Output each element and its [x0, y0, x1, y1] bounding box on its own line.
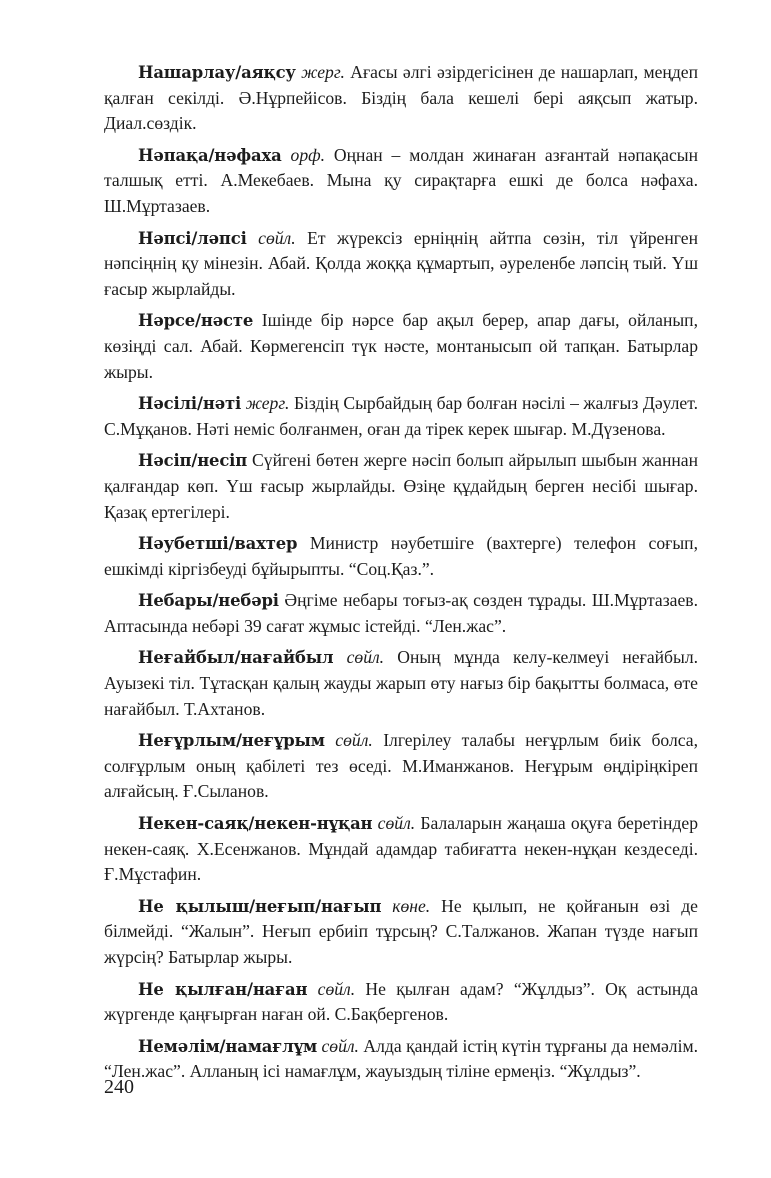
- dictionary-entry: [104, 728, 698, 805]
- dictionary-entry: [104, 894, 698, 971]
- usage-mark: сөйл.: [258, 227, 296, 248]
- page-number: 240: [104, 1076, 134, 1098]
- dictionary-entry: [104, 308, 698, 385]
- entry-text: Ағасы әлгі әзірдегісінен де нашарлап, меңдеп қалған секілді. Ә.Нұрпейісов. Біздің бала кешелі бері аяқсып жатыр. Диал.сөздік.: [104, 62, 698, 134]
- entry-text: Оның мұнда келу-келмеуі неғайбыл. Ауызекі тіл. Тұтасқан қалың жауды жарып өту нағыз бір бақытты болмаса, өте нағайбыл. Т.Ахтанов.: [104, 647, 699, 719]
- entry-text: Алда қандай істің күтін тұрғаны да немәлім. “Лен.жас”. Алланың ісі намағлұм, жауыздың тіліне ермеңіз. “Жұлдыз”.: [104, 1035, 698, 1082]
- usage-mark: жерг.: [301, 62, 345, 82]
- dictionary-entry: [104, 143, 698, 220]
- entry-headword: Нәрсе/нәсте: [138, 311, 254, 331]
- usage-mark: орф.: [290, 144, 325, 165]
- usage-mark: сөйл.: [335, 730, 373, 751]
- dictionary-entry: [104, 531, 698, 582]
- entry-text: Оңнан – молдан жинаған азғантай нәпақасын талшық етті. А.Мекебаев. Мына қу сирақтарға ешкі де болса нәфаха. Ш.Мұртазаев.: [104, 144, 699, 216]
- entry-headword: Неғұрлым/неғұрым: [138, 731, 325, 751]
- entry-text: Сүйгені бөтен жерге нәсіп болып айрылып шыбын жаннан қалғандар көп. Үш ғасыр жырлайды. Өзіңе құдайдың берген несібі шығар. Қазақ ертегілері.: [104, 450, 698, 522]
- entry-text: Не қылып, не қойғанын өзі де білмейді. “Жалын”. Неғып ербиіп тұрсың? С.Талжанов. Жапан түзде нағып жүрсің? Батырлар жыры.: [104, 895, 698, 967]
- usage-mark: сөйл.: [346, 647, 385, 668]
- entry-headword: Не қылыш/неғып/нағып: [138, 896, 382, 916]
- entry-headword: Небары/небәрі: [138, 591, 279, 611]
- dictionary-entry: [104, 60, 698, 137]
- entry-text: Балаларын жаңаша оқуға беретіндер некен-саяқ. Х.Есенжанов. Мұндай адамдар табиғатта некен-нұқан кездеседі. Ғ.Мұстафин.: [104, 813, 699, 885]
- dictionary-entry: [104, 1034, 698, 1085]
- dictionary-entry: [104, 588, 698, 639]
- dictionary-entry: [104, 226, 698, 303]
- dictionary-entry: [104, 448, 698, 525]
- entry-text: Министр нәубетшіге (вахтерге) телефон соғып, ешкімді кіргізбеуді бұйырыпты. “Соц.Қаз.”.: [104, 533, 698, 579]
- usage-mark: сөйл.: [317, 978, 356, 999]
- entry-headword: Нәсілі/нәті: [138, 394, 242, 414]
- entry-headword: Не қылған/наған: [138, 979, 308, 999]
- usage-mark: сөйл.: [377, 813, 416, 834]
- dictionary-entry: [104, 645, 698, 722]
- entry-headword: Нәпсі/ләпсі: [138, 228, 247, 248]
- usage-mark: сөйл.: [321, 1035, 359, 1056]
- entry-text: Әңгіме небары тоғыз-ақ сөзден тұрады. Ш.Мұртазаев. Аптасында небәрі 39 сағат жұмыс істейді. “Лен.жас”.: [104, 590, 698, 636]
- entry-headword: Некен-саяқ/некен-нұқан: [138, 814, 373, 834]
- entry-headword: Нәсіп/несіп: [138, 451, 248, 471]
- entry-text: Не қылған адам? “Жұлдыз”. Оқ астында жүргенде қаңғырған наған ой. С.Бақбергенов.: [104, 978, 699, 1025]
- entry-headword: Нашарлау/аяқсу: [138, 63, 296, 82]
- entry-text: Біздің Сырбайдың бар болған нәсілі – жалғыз Дәулет. С.Мұқанов. Нәті неміс болғанмен, оған да тірек керек шығар. М.Дүзенова.: [104, 393, 699, 439]
- entry-text: Ет жүрексіз ерніңнің айтпа сөзін, тіл үйренген нәпсіңнің қу мінезін. Абай. Қолда жоққа құмартып, әуреленбе ләпсің тый. Үш ғасыр жырлайды.: [104, 227, 698, 299]
- usage-mark: жерг.: [245, 393, 290, 414]
- entry-text: Ілгерілеу талабы неғұрлым биік болса, солғұрлым оның қабілеті тез өседі. М.Иманжанов. Неғұрым өңдіріңкіреп алғайсың. Ғ.Сыланов.: [104, 730, 698, 802]
- dictionary-entry: [104, 391, 698, 442]
- entry-headword: Нәпақа/нәфаха: [138, 145, 282, 165]
- dictionary-entry: [104, 811, 698, 888]
- dictionary-page: [104, 60, 698, 1091]
- entry-headword: Неғайбыл/нағайбыл: [138, 648, 334, 668]
- entry-text: Ішінде бір нәрсе бар ақыл берер, апар дағы, ойланып, көзіңді сал. Абай. Көрмегенсіп түк нәсте, монтанысып ой тапқан. Батырлар жыры.: [104, 310, 698, 382]
- entry-headword: Нәубетші/вахтер: [138, 534, 298, 554]
- dictionary-entry: [104, 977, 698, 1028]
- entry-headword: Немәлім/намағлұм: [138, 1036, 318, 1056]
- usage-mark: көне.: [392, 895, 431, 916]
